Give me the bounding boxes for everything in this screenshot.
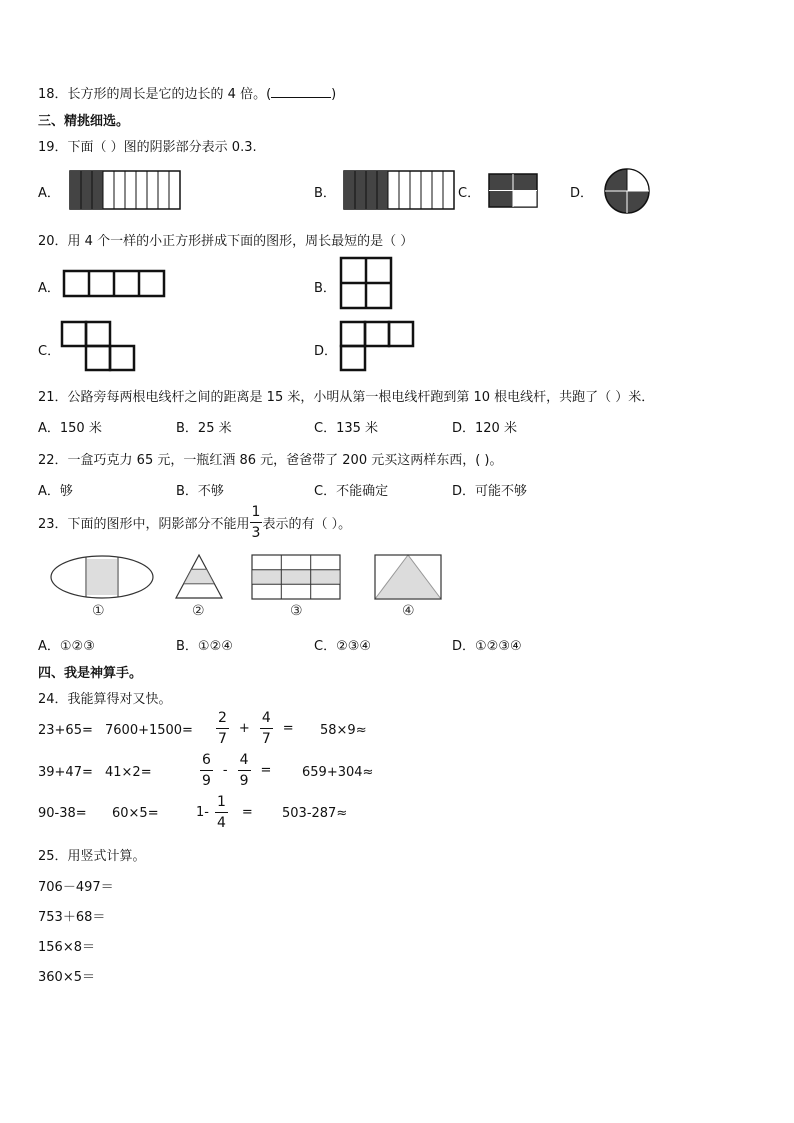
- q25-item-4: 360×5＝: [38, 970, 95, 985]
- q23-fraction: [250, 505, 263, 540]
- q24-r2-b: 41×2=: [105, 765, 152, 780]
- q23-figure-1-ellipse: [50, 555, 154, 599]
- q20-option-c-label[interactable]: C．: [38, 344, 61, 359]
- q24-r2-a: 39+47=: [38, 765, 93, 780]
- fraction: [238, 753, 251, 788]
- answer-blank[interactable]: [271, 87, 331, 98]
- q23-figure-label-4: ④: [402, 603, 415, 619]
- q20-figure-b: [341, 258, 391, 308]
- q19-option-d-label[interactable]: D．: [570, 186, 594, 201]
- q22-stem: 22．一盒巧克力 65 元，一瓶红酒 86 元，爸爸带了 200 元买这两样东西，( )。: [38, 453, 503, 468]
- fraction-denominator: 9: [202, 773, 211, 789]
- fraction-denominator: 4: [216, 815, 226, 831]
- fraction-numerator: 1: [215, 795, 228, 813]
- fraction: [200, 753, 213, 788]
- q24-r3-fraction-expr: [196, 795, 253, 830]
- fraction-numerator: 1: [250, 505, 263, 523]
- fraction-numerator: 4: [238, 753, 251, 771]
- q21-option-b[interactable]: B．25 米: [176, 421, 232, 436]
- q20-option-a-label[interactable]: A．: [38, 281, 60, 296]
- q21-option-c[interactable]: C．135 米: [314, 421, 379, 436]
- q20-figure-d: [341, 322, 413, 370]
- q24-r3-c: 503-287≈: [282, 806, 348, 821]
- q25-item-1: 706－497＝: [38, 880, 114, 895]
- q19-option-a-label[interactable]: A．: [38, 186, 60, 201]
- q19-figure-a: [70, 171, 180, 209]
- q21-option-a[interactable]: A．150 米: [38, 421, 102, 436]
- q20-stem: 20．用 4 个一样的小正方形拼成下面的图形，周长最短的是（ ）: [38, 234, 414, 249]
- q24-stem: 24．我能算得对又快。: [38, 692, 172, 707]
- operator: -: [222, 763, 228, 778]
- fraction-numerator: 6: [200, 753, 213, 771]
- q18-close: ): [331, 87, 337, 102]
- q19-figure-d: [604, 168, 650, 214]
- q23-option-a[interactable]: A．①②③: [38, 639, 95, 654]
- fraction-numerator: 4: [260, 711, 273, 729]
- section-4-title: 四、我是神算手。: [38, 666, 143, 681]
- q19-stem: 19．下面（ ）图的阴影部分表示 0.3.: [38, 140, 257, 155]
- q25-item-2: 753＋68＝: [38, 910, 106, 925]
- fraction-denominator: 7: [261, 731, 271, 747]
- q23-figure-2-triangle: [176, 555, 222, 599]
- q23-figure-4-square-triangle: [375, 555, 441, 599]
- q23-figure-label-3: ③: [290, 603, 303, 619]
- q23-option-c[interactable]: C．②③④: [314, 639, 372, 654]
- equals: =: [241, 805, 253, 820]
- whole-minus: 1-: [196, 805, 209, 820]
- q18-text: [38, 83, 336, 102]
- q24-r1-fraction-expr: [216, 711, 294, 746]
- q24-r3-a: 90-38=: [38, 806, 87, 821]
- section-3-title: 三、精挑细选。: [38, 114, 130, 129]
- q24-r1-c: 58×9≈: [320, 723, 367, 738]
- q22-option-d[interactable]: D．可能不够: [452, 484, 528, 499]
- q20-option-b-label[interactable]: B．: [314, 281, 336, 296]
- fraction-denominator: 9: [239, 773, 249, 789]
- q20-option-d-label[interactable]: D．: [314, 344, 338, 359]
- q20-figure-c: [62, 322, 134, 370]
- q23-figure-label-2: ②: [192, 603, 205, 619]
- q24-r1-b: 7600+1500=: [105, 723, 193, 738]
- fraction: [215, 795, 228, 830]
- q21-option-d[interactable]: D．120 米: [452, 421, 517, 436]
- q19-figure-c: [489, 174, 537, 207]
- q23-stem-part2: 表示的有（ ）。: [262, 517, 352, 532]
- fraction: [260, 711, 273, 746]
- q22-option-b[interactable]: B．不够: [176, 484, 224, 499]
- q24-r3-b: 60×5=: [112, 806, 159, 821]
- fraction-denominator: 7: [218, 731, 227, 747]
- fraction-numerator: 2: [216, 711, 229, 729]
- q21-stem: 21．公路旁每两根电线杆之间的距离是 15 米，小明从第一根电线杆跑到第 10 根电线杆，共跑了（ ）米．: [38, 390, 655, 405]
- q24-r2-c: 659+304≈: [302, 765, 374, 780]
- operator: +: [238, 721, 250, 736]
- q23-figure-label-1: ①: [92, 603, 105, 619]
- q24-r1-a: 23+65=: [38, 723, 93, 738]
- q19-option-c-label[interactable]: C．: [458, 186, 481, 201]
- q25-stem: 25．用竖式计算。: [38, 849, 146, 864]
- q23-option-d[interactable]: D．①②③④: [452, 639, 522, 654]
- q22-option-a[interactable]: A．够: [38, 484, 73, 499]
- q19-option-b-label[interactable]: B．: [314, 186, 336, 201]
- q20-figure-a: [64, 271, 164, 296]
- q23-figure-3-grid: [252, 555, 340, 599]
- equals: =: [260, 763, 272, 778]
- q22-option-c[interactable]: C．不能确定: [314, 484, 389, 499]
- q19-figure-b: [344, 171, 454, 209]
- q25-item-3: 156×8＝: [38, 940, 95, 955]
- q23-option-b[interactable]: B．①②④: [176, 639, 233, 654]
- q18-stem: 18．长方形的周长是它的边长的 4 倍。(: [38, 87, 272, 102]
- fraction: [216, 711, 229, 746]
- q24-r2-fraction-expr: [200, 753, 271, 788]
- q23-stem: [38, 505, 351, 540]
- q23-stem-part1: 23．下面的图形中，阴影部分不能用: [38, 517, 250, 532]
- fraction-denominator: 3: [251, 525, 261, 541]
- equals: =: [282, 721, 294, 736]
